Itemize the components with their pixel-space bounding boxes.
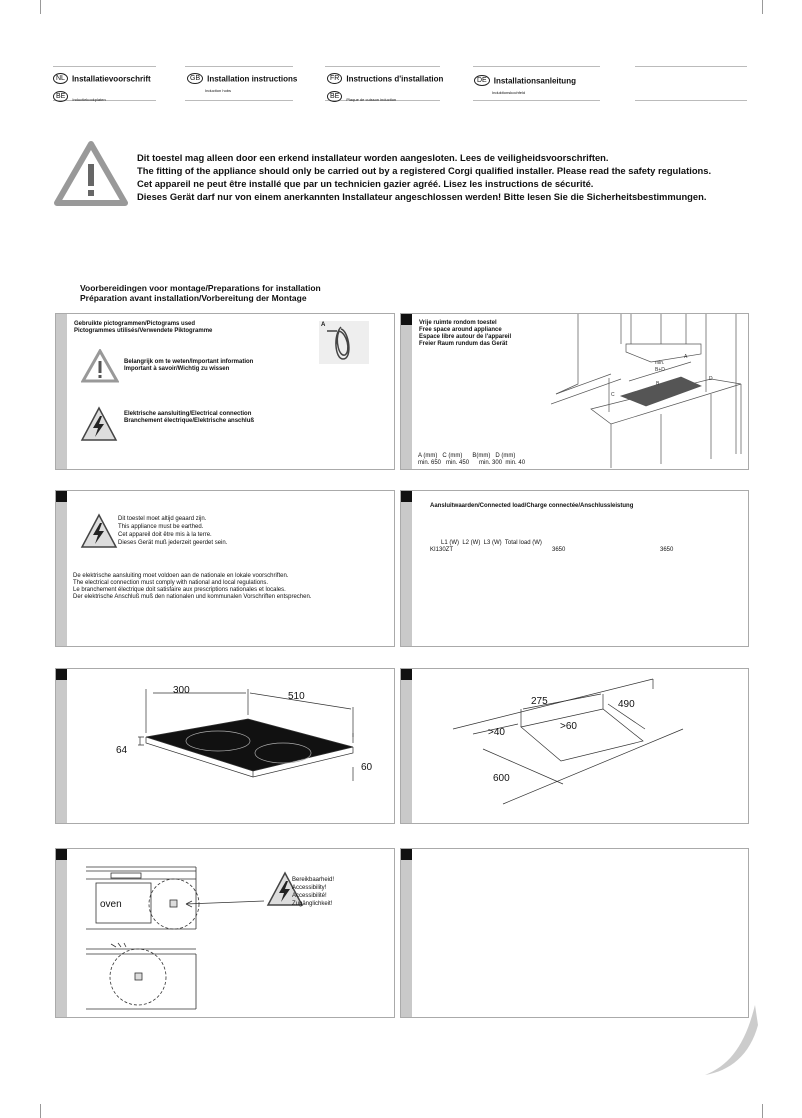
- free-space-diagram: [551, 314, 747, 468]
- cutout-diagram: [413, 669, 747, 822]
- svg-text:60: 60: [361, 762, 373, 773]
- heading-line: Voorbereidingen voor montage/Preparations for installation: [80, 283, 321, 293]
- svg-text:490: 490: [618, 699, 635, 710]
- earthing-notice: Dit toestel moet altijd geaard zijn. This appliance must be earthed. Cet appareil doit être mis à la terre. Dieses Gerät muß jederzeit geerdet sein.: [118, 516, 228, 546]
- header-de: [474, 72, 576, 95]
- svg-text:D: D: [709, 376, 713, 382]
- important-info-icon: [81, 349, 119, 383]
- header-fr: [327, 70, 443, 106]
- svg-text:A: A: [684, 354, 688, 360]
- language-badge: DE: [474, 75, 490, 86]
- important-info-label: Belangrijk om te weten/Important information Important à savoir/Wichtig zu wissen: [124, 359, 254, 372]
- warning-triangle-icon: [54, 140, 128, 206]
- language-badge: GB: [187, 73, 203, 84]
- svg-text:600: 600: [493, 773, 510, 784]
- hob-dimensions-panel: [55, 668, 395, 824]
- svg-text:B: B: [656, 381, 660, 387]
- cutout-dimensions-panel: [400, 668, 749, 824]
- svg-text:>60: >60: [560, 721, 577, 732]
- load-columns: L1 (W) L2 (W) L3 (W) Total load (W): [441, 540, 542, 546]
- warning-line: Cet appareil ne peut être installé que par un technicien gazier agréé. Lisez les instructions de sécurité.: [137, 178, 594, 189]
- language-badge: FR: [327, 73, 342, 84]
- language-badge: BE: [53, 91, 68, 102]
- svg-text:min.: min.: [655, 360, 665, 366]
- header-title: Instructions d'installation: [346, 74, 444, 84]
- warning-line: Dieses Gerät darf nur von einem anerkannten Installateur angeschlossen werden! Bitte lesen Sie die Sicherheitsbestimmungen.: [137, 191, 707, 202]
- electrical-connection-label: Elektrische aansluiting/Electrical connection Branchement électrique/Elektrische anschluß: [124, 411, 255, 424]
- warning-line: The fitting of the appliance should only be carried out by a registered Corgi qualified installer. Please read the safety regulations.: [137, 165, 712, 176]
- header-nl: [53, 70, 151, 106]
- heading-line: Préparation avant installation/Vorbereitung der Montage: [80, 293, 307, 303]
- crop-mark: [762, 0, 763, 14]
- header-gb: [187, 70, 297, 93]
- svg-text:300: 300: [173, 685, 190, 696]
- language-badge: BE: [327, 91, 342, 102]
- model-number: KI130ZT: [430, 547, 454, 553]
- header-subtitle: Inductiekookplaten: [72, 97, 106, 102]
- free-space-panel: [400, 313, 749, 470]
- accessibility-panel: [55, 848, 395, 1018]
- load-title: Aansluitwaarden/Connected load/Charge connectée/Anschlussleistung: [430, 503, 634, 509]
- accessibility-diagram: [86, 859, 266, 1014]
- load-l1: 3650: [552, 547, 566, 553]
- header-title: Installation instructions: [207, 74, 298, 84]
- connected-load-panel: [400, 490, 749, 647]
- svg-text:oven: oven: [100, 899, 122, 910]
- brand-swoosh-logo: [700, 1005, 770, 1085]
- header-subtitle: Induktionskochfeld: [492, 90, 526, 95]
- header-subtitle: Plaque de cuisson induction: [346, 97, 397, 102]
- svg-text:510: 510: [288, 691, 305, 702]
- load-total: 3650: [660, 547, 674, 553]
- svg-text:B+D: B+D: [655, 367, 665, 373]
- svg-text:>40: >40: [488, 727, 505, 738]
- svg-text:C: C: [611, 392, 615, 398]
- earthing-panel: [55, 490, 395, 647]
- svg-text:64: 64: [116, 745, 128, 756]
- clearance-dimensions: A (mm) C (mm) B(mm) D (mm) min. 650 min. 450 min. 300 min. 40: [418, 453, 526, 466]
- header-subtitle: Induction hobs: [205, 88, 232, 93]
- header-title: Installatievoorschrift: [71, 74, 151, 84]
- header-title: Installationsanleitung: [493, 76, 576, 86]
- electrical-hazard-icon: [80, 513, 118, 549]
- warning-line: Dit toestel mag alleen door een erkend installateur worden aangesloten. Lees de veiligheidsvoorschriften.: [137, 152, 609, 163]
- crop-mark: [40, 1104, 41, 1118]
- crop-mark: [40, 0, 41, 14]
- pictograms-title: Gebruikte pictogrammen/Pictograms used Pictogrammes utilisés/Verwendete Piktogramme: [74, 321, 213, 334]
- crop-mark: [762, 1104, 763, 1118]
- svg-text:275: 275: [531, 696, 548, 707]
- cable-image: A: [319, 321, 369, 364]
- electrical-hazard-icon: [80, 406, 118, 442]
- section-heading: [80, 283, 321, 303]
- language-badge: NL: [53, 73, 68, 84]
- pictograms-panel: [55, 313, 395, 470]
- free-space-title: Vrije ruimte rondom toestel Free space around appliance Espace libre autour de l'appareil Freier Raum rundum das Gerät: [419, 320, 512, 347]
- accessibility-label: Bereikbaarheid! Accessibility! Accessibilité! Zugänglichkeit!: [292, 877, 335, 907]
- regulations-text: De elektrische aansluiting moet voldoen aan de nationale en lokale voorschriften. The electrical connection must comply with national and local regulations. Le branchement électrique doit satisfaire aux prescriptions nationales et locales. Der elektrische Anschluß muß den nationalen und kommunalen Vorschriften entsprechen.: [73, 573, 312, 600]
- empty-panel: [400, 848, 749, 1018]
- safety-warning: [137, 151, 711, 203]
- hob-dimensions-diagram: [68, 669, 393, 822]
